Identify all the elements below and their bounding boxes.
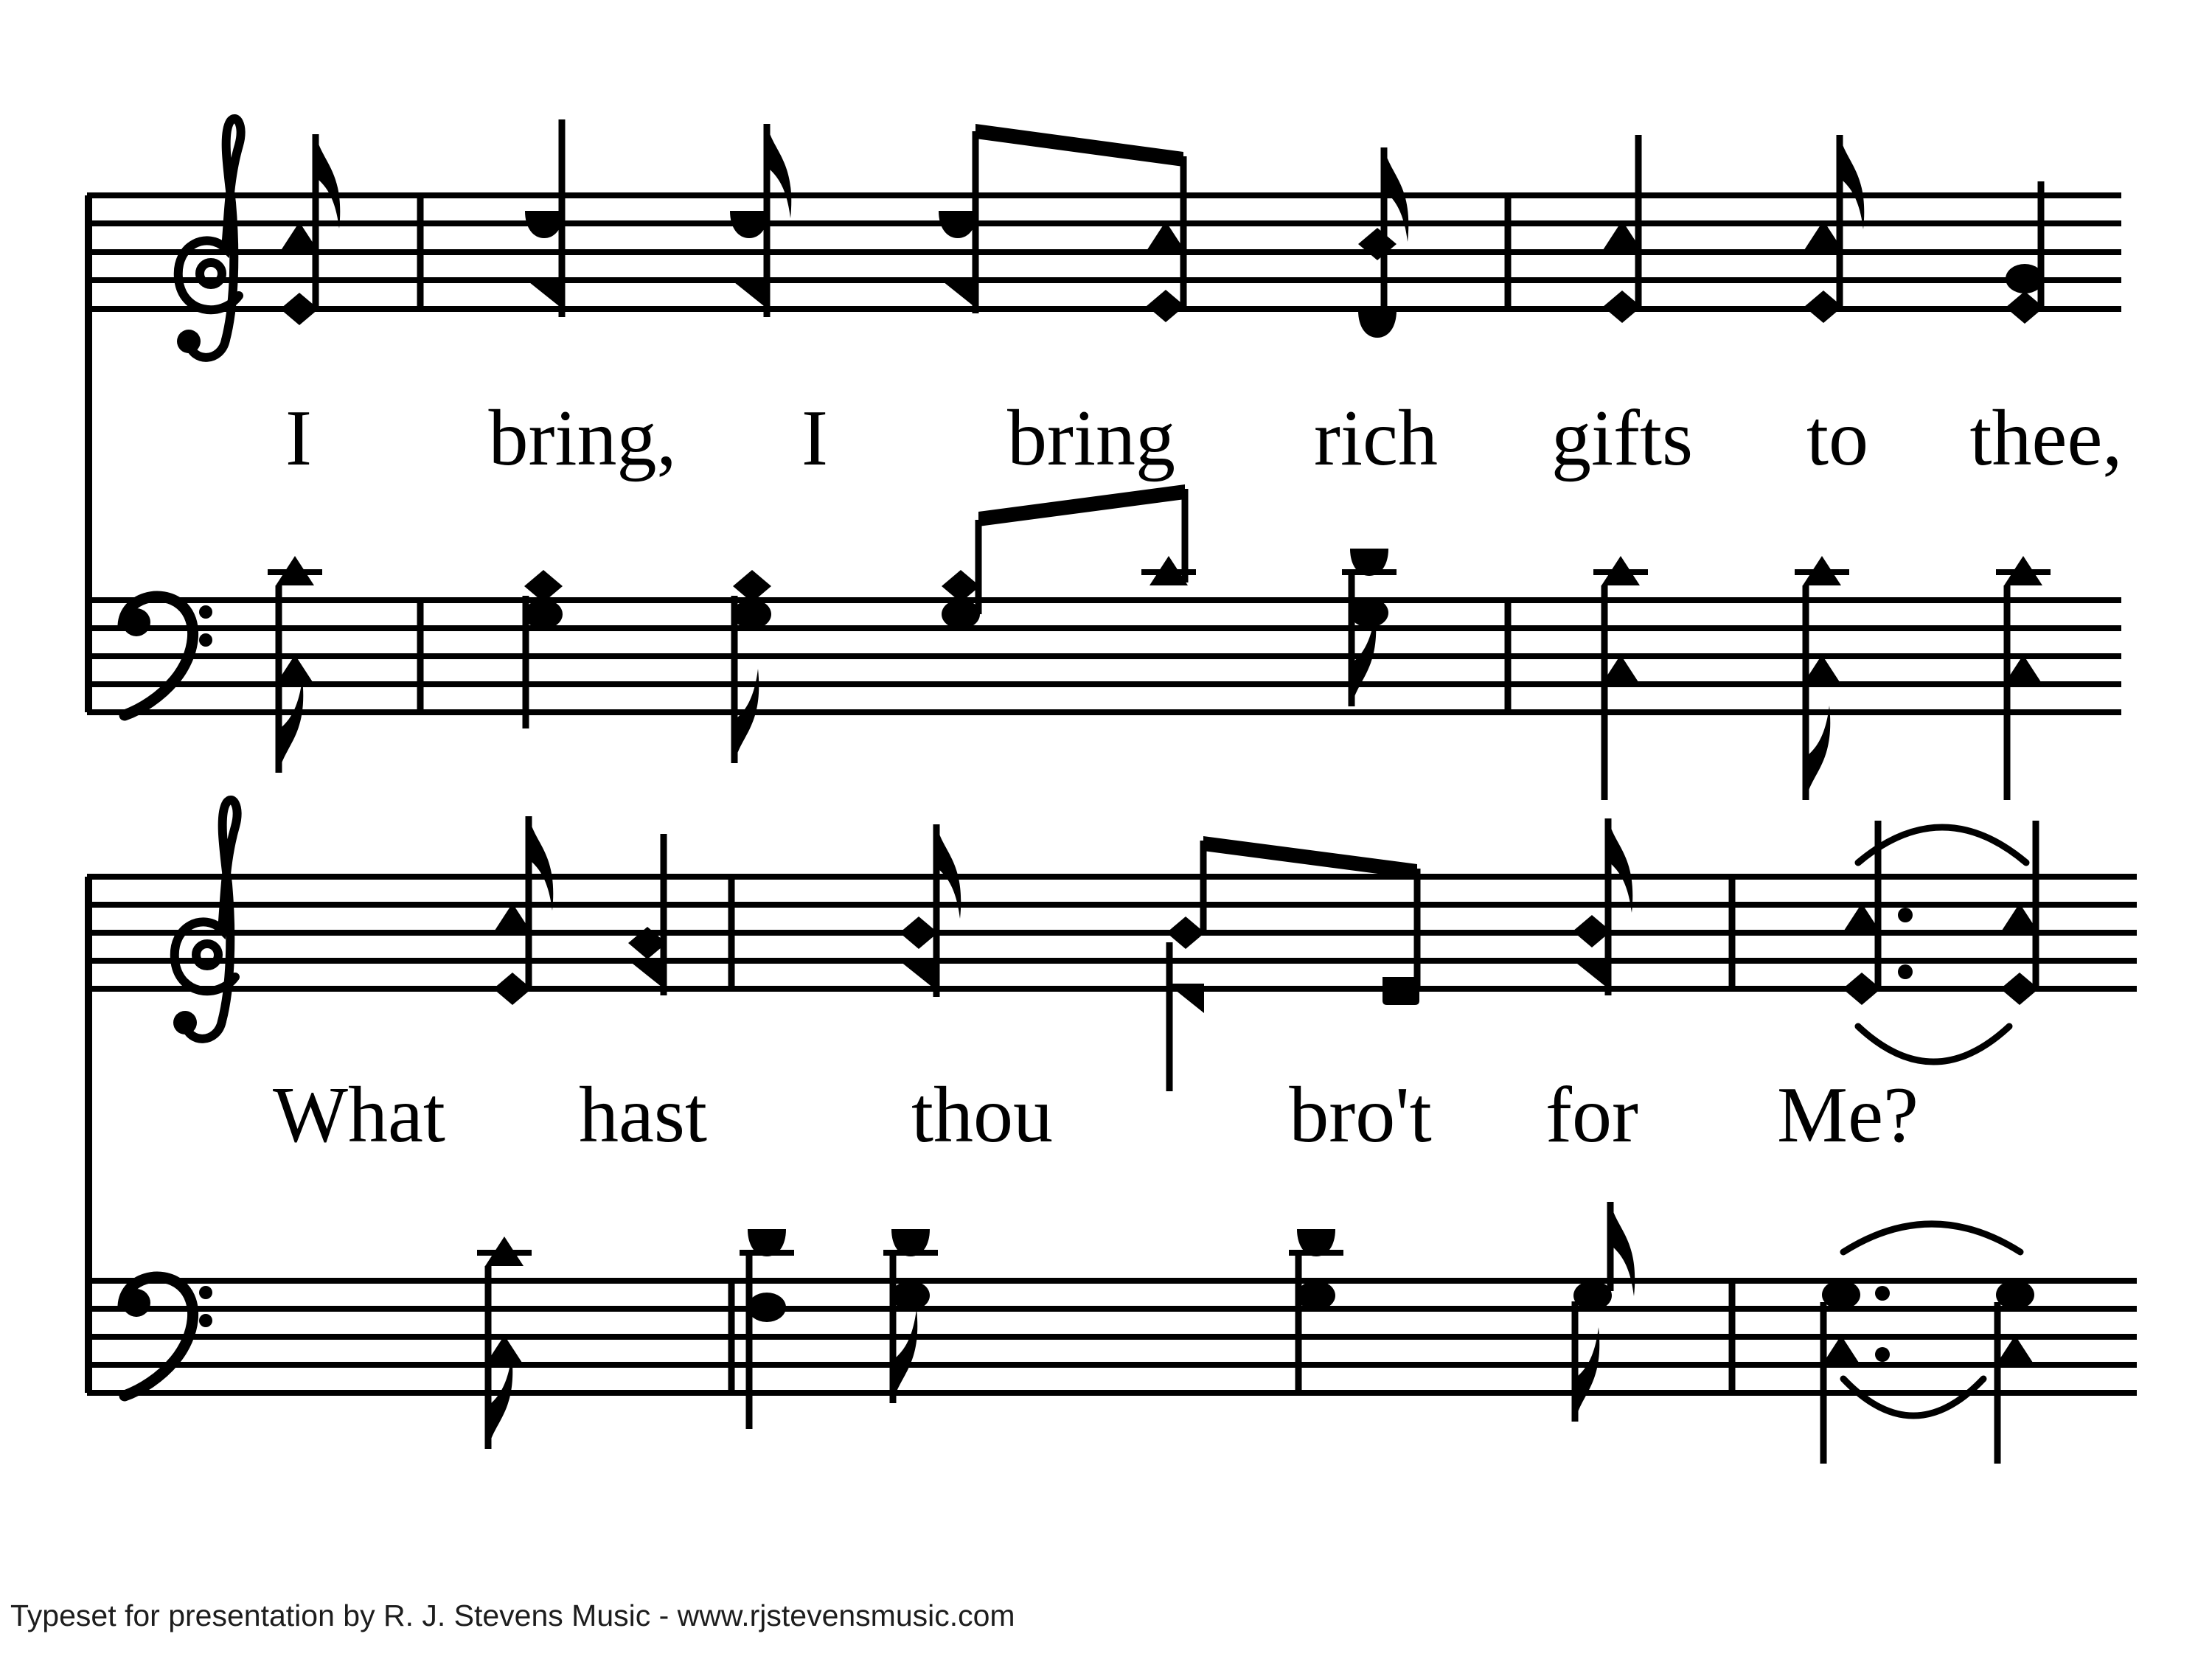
- treble-clef-dot: [173, 1011, 197, 1034]
- bass-staff: [87, 484, 2121, 800]
- chord: [1603, 135, 1641, 323]
- notehead-sol: [891, 1281, 930, 1310]
- lyric-syllable: I: [285, 394, 312, 482]
- notehead-sol: [524, 599, 563, 629]
- chord: [628, 834, 667, 995]
- notehead-la: [1382, 977, 1419, 1005]
- notehead-sol: [1996, 1280, 2034, 1310]
- chord: [1795, 556, 1849, 800]
- chord: [1147, 156, 1185, 322]
- chord: [524, 570, 563, 728]
- treble-staff: [87, 119, 2121, 358]
- notehead-re: [525, 211, 563, 238]
- bass-clef-dot: [199, 605, 212, 619]
- eighth-flag: [1608, 818, 1632, 913]
- notehead-mi: [1358, 228, 1397, 260]
- eighth-flag: [1840, 135, 1864, 229]
- credit-line: Typeset for presentation by R. J. Stevens Music - www.rjstevensmusic.com: [10, 1599, 1015, 1632]
- tie: [1843, 1379, 1983, 1416]
- treble-clef-eye: [196, 944, 218, 966]
- lyric-syllable: hast: [579, 1071, 707, 1159]
- eighth-flag: [529, 816, 553, 911]
- notehead-sol: [733, 599, 771, 629]
- beam: [1203, 836, 1417, 879]
- notehead-fa: [939, 279, 976, 308]
- bass-clef-dot: [199, 633, 212, 647]
- notehead-sol: [1822, 1280, 1860, 1310]
- notehead-fa: [526, 279, 563, 309]
- notehead-fa: [731, 279, 768, 309]
- chord: [477, 1237, 532, 1449]
- augmentation-dot: [1898, 908, 1913, 922]
- lyric-syllable: What: [273, 1071, 445, 1159]
- notehead-sol: [1573, 1281, 1612, 1310]
- chord: [900, 824, 961, 997]
- augmentation-dot: [1898, 964, 1913, 979]
- chord: [525, 119, 563, 317]
- lyric-syllable: thee,: [1969, 394, 2123, 482]
- lyric-syllable: rich: [1314, 394, 1438, 482]
- notehead-sol: [2006, 264, 2044, 293]
- notehead-re: [1358, 310, 1397, 338]
- eighth-flag: [1806, 706, 1830, 800]
- chord: [939, 131, 977, 313]
- notehead-sol: [1297, 1281, 1335, 1310]
- bass-staff: [87, 1202, 2137, 1464]
- eighth-flag: [316, 134, 340, 229]
- augmentation-dot: [1875, 1347, 1890, 1362]
- lyric-syllable: for: [1545, 1071, 1638, 1159]
- eighth-flag: [767, 124, 791, 218]
- treble-clef-icon: [173, 800, 237, 1039]
- eighth-flag: [1575, 1327, 1599, 1422]
- chord: [942, 520, 980, 629]
- tie: [1858, 1026, 2009, 1062]
- treble-clef-icon: [177, 119, 241, 358]
- lyric-syllable: thou: [911, 1071, 1054, 1159]
- beam: [975, 124, 1183, 167]
- chord: [883, 1229, 938, 1403]
- eighth-flag: [279, 678, 303, 773]
- notehead-sol: [748, 1293, 786, 1322]
- lyric-syllable: gifts: [1551, 394, 1694, 482]
- treble-clef-dot: [177, 330, 201, 353]
- bass-clef-dot: [199, 1286, 212, 1299]
- eighth-flag: [893, 1309, 917, 1403]
- lyric-line-1: [285, 394, 2122, 482]
- chord: [268, 556, 322, 773]
- bass-clef-dot: [199, 1314, 212, 1327]
- chord: [493, 816, 553, 1005]
- chord: [1804, 135, 1864, 323]
- notehead-re: [730, 211, 768, 238]
- lyric-syllable: bro't: [1289, 1071, 1432, 1159]
- lyric-syllable: bring,: [488, 394, 677, 482]
- lyric-syllable: bring: [1007, 394, 1175, 482]
- treble-staff: [87, 800, 2137, 1091]
- chord: [1382, 869, 1419, 1005]
- notehead-sol: [1350, 598, 1388, 627]
- notehead-sol: [942, 599, 980, 629]
- lyric-line-2: [273, 1071, 1919, 1159]
- chord: [1996, 556, 2051, 800]
- beam: [978, 484, 1185, 526]
- notehead-re: [939, 211, 977, 238]
- augmentation-dot: [1875, 1286, 1890, 1301]
- treble-clef-eye: [200, 262, 222, 285]
- chord: [740, 1229, 794, 1429]
- lyric-syllable: Me?: [1777, 1071, 1919, 1159]
- lyric-syllable: I: [801, 394, 828, 482]
- lyric-syllable: to: [1806, 394, 1869, 482]
- tie: [1858, 827, 2026, 863]
- notehead-mi: [1147, 290, 1185, 322]
- chord: [280, 134, 340, 325]
- eighth-flag: [488, 1354, 512, 1449]
- tie: [1843, 1224, 2020, 1252]
- chord: [1593, 556, 1648, 800]
- notehead-mi: [900, 917, 938, 949]
